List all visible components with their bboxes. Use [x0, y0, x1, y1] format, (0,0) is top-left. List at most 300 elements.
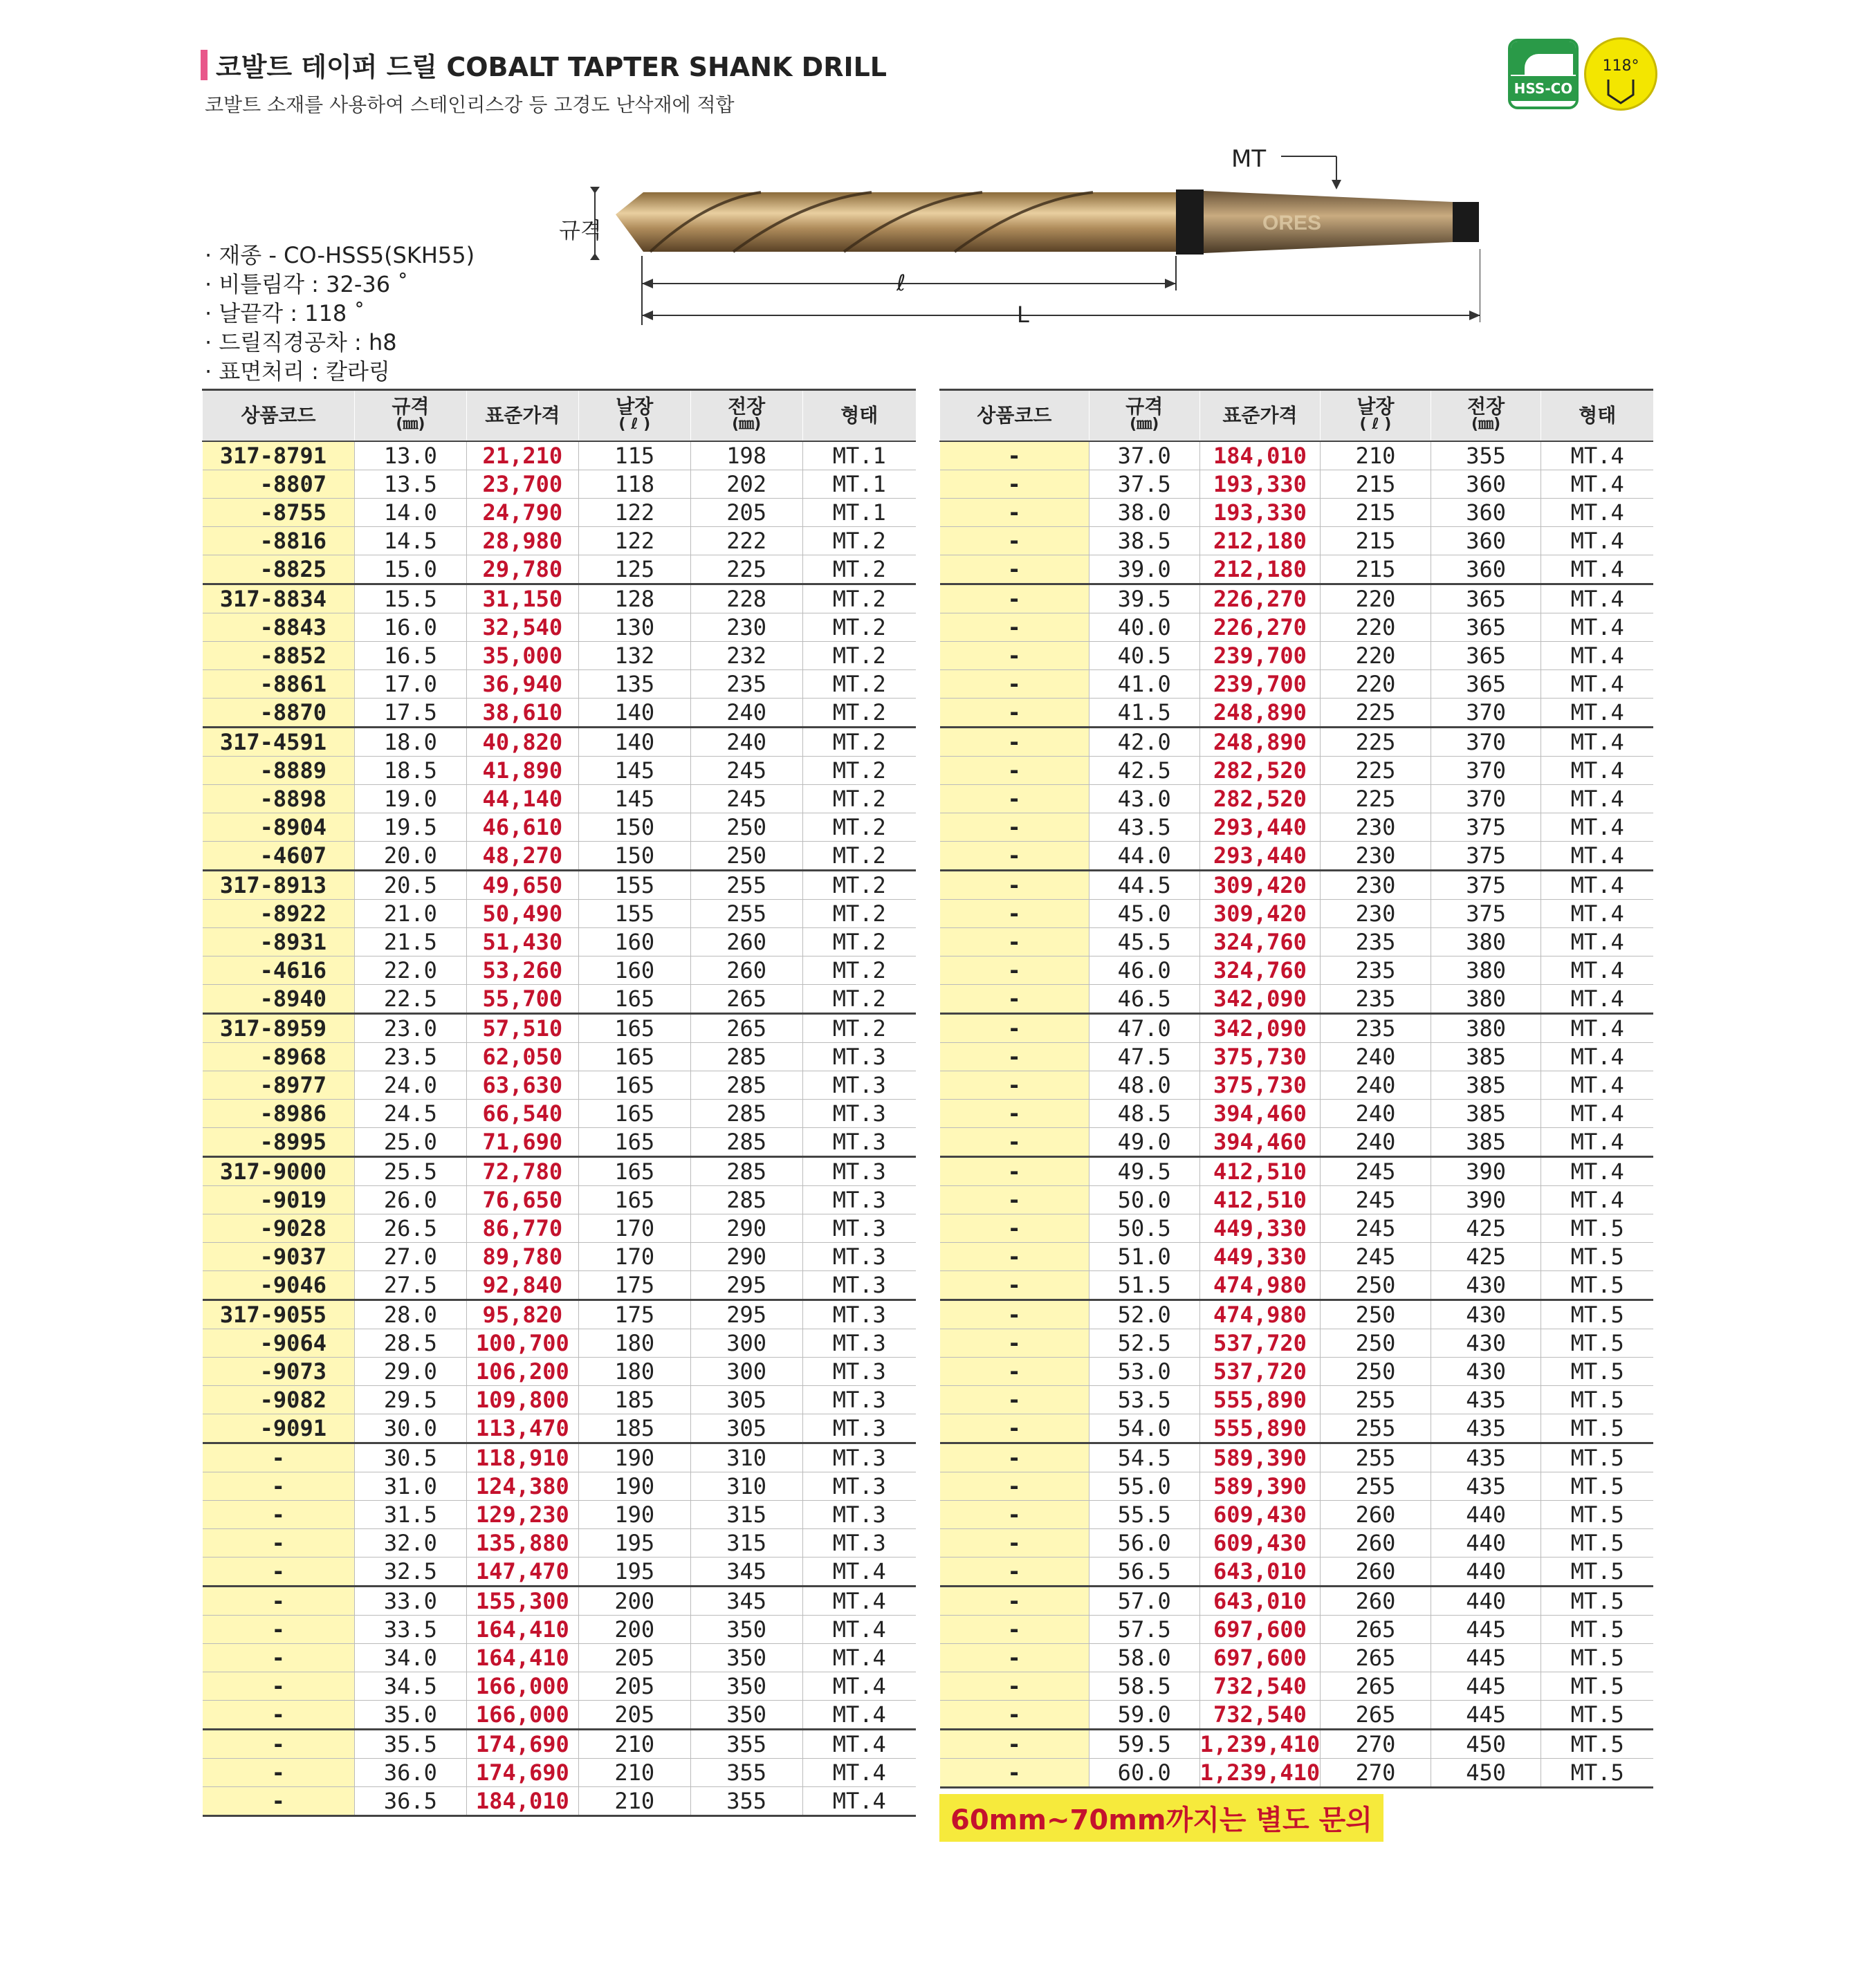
table-row [203, 1644, 917, 1672]
taper-type-cell: MT.3 [802, 1300, 916, 1329]
product-code: - [203, 1730, 355, 1759]
size-cell: 32.0 [354, 1529, 466, 1558]
price-cell: 248,890 [1199, 699, 1320, 728]
size-cell: 28.5 [354, 1329, 466, 1358]
size-cell: 57.5 [1089, 1616, 1199, 1644]
flute-length-cell: 165 [578, 1100, 690, 1128]
flute-length-cell: 145 [578, 757, 690, 785]
table-row [203, 1014, 917, 1043]
total-length-cell: 285 [690, 1043, 802, 1071]
table-row [203, 670, 917, 699]
product-code: - [940, 642, 1089, 670]
product-code: -4607 [203, 842, 355, 871]
flute-length-cell: 260 [1321, 1558, 1431, 1587]
flute-length-cell: 205 [578, 1701, 690, 1730]
total-length-cell: 225 [690, 555, 802, 584]
flute-length-cell: 235 [1321, 985, 1431, 1014]
size-cell: 31.5 [354, 1501, 466, 1529]
price-cell: 282,520 [1199, 785, 1320, 813]
price-cell: 46,610 [466, 813, 578, 842]
flute-length-cell: 240 [1321, 1100, 1431, 1128]
total-length-cell: 350 [690, 1644, 802, 1672]
size-cell: 56.0 [1089, 1529, 1199, 1558]
flute-length-cell: 210 [578, 1787, 690, 1816]
price-cell: 166,000 [466, 1701, 578, 1730]
table-row [203, 1701, 917, 1730]
product-code: - [940, 1358, 1089, 1386]
flute-length-cell: 225 [1321, 757, 1431, 785]
table-row [940, 1759, 1654, 1788]
total-length-cell: 230 [690, 613, 802, 642]
product-code: - [203, 1644, 355, 1672]
price-cell: 92,840 [466, 1271, 578, 1300]
product-code: - [940, 985, 1089, 1014]
product-code: - [203, 1787, 355, 1816]
price-cell: 129,230 [466, 1501, 578, 1529]
size-cell: 36.5 [354, 1787, 466, 1816]
price-cell: 106,200 [466, 1358, 578, 1386]
product-code: - [203, 1472, 355, 1501]
table-row [203, 1043, 917, 1071]
price-cell: 135,880 [466, 1529, 578, 1558]
title-accent-bar [201, 50, 208, 80]
table-row [940, 928, 1654, 956]
price-cell: 109,800 [466, 1386, 578, 1414]
flute-length-cell: 165 [578, 1128, 690, 1157]
size-cell: 21.0 [354, 900, 466, 928]
flute-length-cell: 195 [578, 1529, 690, 1558]
taper-type-cell: MT.4 [1541, 956, 1653, 985]
total-length-cell: 435 [1431, 1443, 1541, 1472]
size-cell: 38.0 [1089, 499, 1199, 527]
size-cell: 29.0 [354, 1358, 466, 1386]
total-length-cell: 360 [1431, 499, 1541, 527]
product-code: -8843 [203, 613, 355, 642]
size-cell: 30.5 [354, 1443, 466, 1472]
size-cell: 45.5 [1089, 928, 1199, 956]
product-code: - [940, 470, 1089, 499]
flute-length-cell: 180 [578, 1358, 690, 1386]
flute-length-cell: 135 [578, 670, 690, 699]
product-code: -8889 [203, 757, 355, 785]
total-length-cell: 250 [690, 813, 802, 842]
price-cell: 609,430 [1199, 1529, 1320, 1558]
flute-length-cell: 250 [1321, 1329, 1431, 1358]
price-cell: 164,410 [466, 1644, 578, 1672]
taper-type-cell: MT.4 [1541, 441, 1653, 470]
total-length-cell: 390 [1431, 1186, 1541, 1214]
taper-type-cell: MT.2 [802, 527, 916, 555]
total-length-cell: 285 [690, 1186, 802, 1214]
taper-type-cell: MT.2 [802, 613, 916, 642]
size-cell: 50.5 [1089, 1214, 1199, 1243]
product-code: -8898 [203, 785, 355, 813]
hss-co-badge-label: HSS-CO [1511, 76, 1576, 101]
table-row [203, 470, 917, 499]
price-cell: 32,540 [466, 613, 578, 642]
total-length-cell: 380 [1431, 956, 1541, 985]
taper-type-cell: MT.5 [1541, 1616, 1653, 1644]
total-length-cell: 355 [1431, 441, 1541, 470]
total-length-cell: 290 [690, 1214, 802, 1243]
table-row [940, 642, 1654, 670]
table-row [940, 1100, 1654, 1128]
brand-watermark: ORES [1262, 212, 1322, 234]
table-row [203, 813, 917, 842]
total-length-cell: 430 [1431, 1329, 1541, 1358]
total-length-cell: 295 [690, 1300, 802, 1329]
table-row [203, 1358, 917, 1386]
flute-length-cell: 115 [578, 441, 690, 470]
taper-type-cell: MT.5 [1541, 1701, 1653, 1730]
price-cell: 697,600 [1199, 1644, 1320, 1672]
total-length-cell: 385 [1431, 1043, 1541, 1071]
total-length-cell: 430 [1431, 1271, 1541, 1300]
table-row [940, 470, 1654, 499]
table-row [203, 1529, 917, 1558]
price-cell: 309,420 [1199, 871, 1320, 900]
price-cell: 193,330 [1199, 470, 1320, 499]
total-length-cell: 380 [1431, 1014, 1541, 1043]
flute-length-cell: 225 [1321, 785, 1431, 813]
mt-label: MT [1231, 145, 1267, 173]
price-cell: 38,610 [466, 699, 578, 728]
taper-type-cell: MT.2 [802, 584, 916, 613]
size-cell: 46.5 [1089, 985, 1199, 1014]
flute-length-cell: 265 [1321, 1644, 1431, 1672]
total-length-cell: 350 [690, 1701, 802, 1730]
table-row [940, 1186, 1654, 1214]
table-row [203, 1414, 917, 1443]
product-code: - [940, 1558, 1089, 1587]
flute-length-cell: 180 [578, 1329, 690, 1358]
product-code: 317-8834 [203, 584, 355, 613]
price-cell: 394,460 [1199, 1100, 1320, 1128]
price-cell: 212,180 [1199, 527, 1320, 555]
flute-length-label: ℓ [896, 270, 906, 296]
size-cell: 49.5 [1089, 1157, 1199, 1186]
taper-type-cell: MT.4 [1541, 1128, 1653, 1157]
taper-type-cell: MT.5 [1541, 1414, 1653, 1443]
total-length-cell: 385 [1431, 1100, 1541, 1128]
flute-length-cell: 205 [578, 1644, 690, 1672]
table-row [203, 1157, 917, 1186]
table-row [940, 1128, 1654, 1157]
flute-length-cell: 195 [578, 1558, 690, 1587]
total-length-cell: 360 [1431, 555, 1541, 584]
flute-length-cell: 155 [578, 900, 690, 928]
price-cell: 248,890 [1199, 728, 1320, 757]
size-cell: 22.5 [354, 985, 466, 1014]
total-length-cell: 360 [1431, 470, 1541, 499]
total-length-cell: 205 [690, 499, 802, 527]
price-cell: 449,330 [1199, 1214, 1320, 1243]
total-length-cell: 370 [1431, 699, 1541, 728]
product-code: - [940, 1157, 1089, 1186]
table-row [203, 1300, 917, 1329]
hss-co-badge [1508, 39, 1579, 109]
total-length-cell: 350 [690, 1616, 802, 1644]
table-row [203, 699, 917, 728]
price-cell: 697,600 [1199, 1616, 1320, 1644]
product-code: -9028 [203, 1214, 355, 1243]
flute-length-cell: 145 [578, 785, 690, 813]
size-cell: 36.0 [354, 1759, 466, 1787]
taper-type-cell: MT.4 [1541, 699, 1653, 728]
table-row [940, 900, 1654, 928]
flute-length-cell: 235 [1321, 1014, 1431, 1043]
total-length-cell: 445 [1431, 1701, 1541, 1730]
flute-length-cell: 125 [578, 555, 690, 584]
table-row [203, 1243, 917, 1271]
size-cell: 41.5 [1089, 699, 1199, 728]
taper-type-cell: MT.5 [1541, 1644, 1653, 1672]
product-code: - [940, 1472, 1089, 1501]
product-code: - [940, 813, 1089, 842]
taper-type-cell: MT.3 [802, 1529, 916, 1558]
total-length-cell: 250 [690, 842, 802, 871]
price-cell: 324,760 [1199, 956, 1320, 985]
table-row [940, 555, 1654, 584]
flute-length-cell: 210 [578, 1759, 690, 1787]
price-cell: 226,270 [1199, 584, 1320, 613]
total-length-cell: 345 [690, 1558, 802, 1587]
taper-type-cell: MT.4 [1541, 728, 1653, 757]
product-code: -8807 [203, 470, 355, 499]
taper-type-cell: MT.5 [1541, 1386, 1653, 1414]
total-length-cell: 260 [690, 928, 802, 956]
price-cell: 51,430 [466, 928, 578, 956]
flute-length-cell: 230 [1321, 900, 1431, 928]
product-code: -8755 [203, 499, 355, 527]
flute-length-cell: 220 [1321, 670, 1431, 699]
total-length-cell: 380 [1431, 928, 1541, 956]
table-row [203, 1759, 917, 1787]
size-cell: 25.5 [354, 1157, 466, 1186]
total-length-cell: 445 [1431, 1672, 1541, 1701]
table-row [940, 1558, 1654, 1587]
price-cell: 184,010 [466, 1787, 578, 1816]
product-code: -8816 [203, 527, 355, 555]
flute-length-cell: 215 [1321, 470, 1431, 499]
taper-type-cell: MT.1 [802, 499, 916, 527]
spec-item: · 표면처리 : 칼라링 [205, 358, 390, 385]
total-length-cell: 375 [1431, 813, 1541, 842]
total-length-cell: 245 [690, 785, 802, 813]
price-cell: 643,010 [1199, 1587, 1320, 1616]
product-code: - [940, 441, 1089, 470]
flute-length-cell: 140 [578, 728, 690, 757]
table-row [203, 555, 917, 584]
product-code: -9064 [203, 1329, 355, 1358]
taper-type-cell: MT.5 [1541, 1443, 1653, 1472]
total-length-cell: 370 [1431, 785, 1541, 813]
price-cell: 1,239,410 [1199, 1730, 1320, 1759]
taper-type-cell: MT.2 [802, 842, 916, 871]
flute-length-cell: 165 [578, 1186, 690, 1214]
taper-type-cell: MT.5 [1541, 1329, 1653, 1358]
product-code: -8825 [203, 555, 355, 584]
size-cell: 55.0 [1089, 1472, 1199, 1501]
taper-type-cell: MT.4 [1541, 1100, 1653, 1128]
taper-type-cell: MT.3 [802, 1501, 916, 1529]
table-row [940, 1243, 1654, 1271]
price-cell: 66,540 [466, 1100, 578, 1128]
flute-length-cell: 165 [578, 1043, 690, 1071]
size-cell: 33.5 [354, 1616, 466, 1644]
table-row [203, 757, 917, 785]
price-cell: 89,780 [466, 1243, 578, 1271]
taper-type-cell: MT.2 [802, 928, 916, 956]
size-cell: 24.0 [354, 1071, 466, 1100]
taper-type-cell: MT.3 [802, 1358, 916, 1386]
size-cell: 44.0 [1089, 842, 1199, 871]
taper-type-cell: MT.3 [802, 1472, 916, 1501]
flute-length-cell: 190 [578, 1443, 690, 1472]
taper-type-cell: MT.5 [1541, 1587, 1653, 1616]
flute-length-cell: 250 [1321, 1358, 1431, 1386]
page-title: 코발트 테이퍼 드릴 COBALT TAPTER SHANK DRILL [216, 52, 888, 82]
taper-type-cell: MT.5 [1541, 1730, 1653, 1759]
flute-length-cell: 122 [578, 499, 690, 527]
total-length-cell: 375 [1431, 871, 1541, 900]
size-cell: 53.0 [1089, 1358, 1199, 1386]
flute-length-cell: 190 [578, 1472, 690, 1501]
table-row [203, 785, 917, 813]
size-cell: 14.5 [354, 527, 466, 555]
total-length-cell: 440 [1431, 1587, 1541, 1616]
total-length-cell: 300 [690, 1329, 802, 1358]
size-cell: 51.5 [1089, 1271, 1199, 1300]
header-flute: 날장 ( ℓ ) [1321, 390, 1431, 442]
table-row [940, 1386, 1654, 1414]
product-code: 317-4591 [203, 728, 355, 757]
taper-type-cell: MT.4 [1541, 900, 1653, 928]
flute-length-cell: 132 [578, 642, 690, 670]
size-cell: 16.5 [354, 642, 466, 670]
table-row [940, 441, 1654, 470]
taper-type-cell: MT.2 [802, 871, 916, 900]
table-row [203, 613, 917, 642]
price-cell: 226,270 [1199, 613, 1320, 642]
size-label: 규격 [559, 217, 602, 243]
flute-length-cell: 210 [578, 1730, 690, 1759]
taper-type-cell: MT.4 [802, 1787, 916, 1816]
price-cell: 36,940 [466, 670, 578, 699]
header-price: 표준가격 [466, 390, 578, 442]
flute-length-cell: 250 [1321, 1300, 1431, 1329]
product-code: - [940, 1014, 1089, 1043]
table-row [940, 527, 1654, 555]
taper-type-cell: MT.4 [1541, 1043, 1653, 1071]
price-cell: 164,410 [466, 1616, 578, 1644]
header-type: 형태 [802, 390, 916, 442]
flute-length-cell: 185 [578, 1386, 690, 1414]
total-length-cell: 265 [690, 1014, 802, 1043]
taper-type-cell: MT.4 [1541, 871, 1653, 900]
product-code: - [940, 1730, 1089, 1759]
size-cell: 17.5 [354, 699, 466, 728]
table-row [203, 1558, 917, 1587]
size-cell: 35.0 [354, 1701, 466, 1730]
price-cell: 609,430 [1199, 1501, 1320, 1529]
table-row [940, 1701, 1654, 1730]
flute-length-cell: 265 [1321, 1616, 1431, 1644]
product-code: - [940, 670, 1089, 699]
price-cell: 212,180 [1199, 555, 1320, 584]
product-code: - [940, 1214, 1089, 1243]
taper-type-cell: MT.4 [1541, 1014, 1653, 1043]
total-length-cell: 370 [1431, 728, 1541, 757]
product-code: - [940, 1300, 1089, 1329]
product-code: - [940, 1759, 1089, 1788]
product-code: 317-8913 [203, 871, 355, 900]
flute-length-cell: 130 [578, 613, 690, 642]
table-row [203, 441, 917, 470]
table-row [940, 871, 1654, 900]
table-row [940, 1358, 1654, 1386]
size-cell: 54.5 [1089, 1443, 1199, 1472]
flute-length-cell: 150 [578, 842, 690, 871]
size-cell: 19.5 [354, 813, 466, 842]
product-code: 317-9055 [203, 1300, 355, 1329]
taper-type-cell: MT.3 [802, 1214, 916, 1243]
size-cell: 59.0 [1089, 1701, 1199, 1730]
price-cell: 474,980 [1199, 1271, 1320, 1300]
size-cell: 44.5 [1089, 871, 1199, 900]
taper-type-cell: MT.2 [802, 985, 916, 1014]
table-row [940, 842, 1654, 871]
table-row [203, 1443, 917, 1472]
taper-type-cell: MT.3 [802, 1128, 916, 1157]
total-length-cell: 385 [1431, 1128, 1541, 1157]
taper-type-cell: MT.2 [802, 555, 916, 584]
size-cell: 43.5 [1089, 813, 1199, 842]
taper-type-cell: MT.3 [802, 1243, 916, 1271]
price-cell: 40,820 [466, 728, 578, 757]
taper-type-cell: MT.4 [802, 1587, 916, 1616]
total-length-cell: 370 [1431, 757, 1541, 785]
size-cell: 24.5 [354, 1100, 466, 1128]
product-code: - [203, 1759, 355, 1787]
price-cell: 23,700 [466, 470, 578, 499]
taper-type-cell: MT.3 [802, 1100, 916, 1128]
total-length-cell: 445 [1431, 1616, 1541, 1644]
product-code: -8922 [203, 900, 355, 928]
product-code: - [940, 1616, 1089, 1644]
product-code: - [940, 1271, 1089, 1300]
taper-type-cell: MT.2 [802, 1014, 916, 1043]
size-cell: 43.0 [1089, 785, 1199, 813]
product-code: 317-8791 [203, 441, 355, 470]
size-cell: 58.5 [1089, 1672, 1199, 1701]
size-cell: 29.5 [354, 1386, 466, 1414]
total-length-cell: 425 [1431, 1214, 1541, 1243]
size-cell: 53.5 [1089, 1386, 1199, 1414]
price-cell: 118,910 [466, 1443, 578, 1472]
total-length-cell: 425 [1431, 1243, 1541, 1271]
table-row [203, 842, 917, 871]
table-row [203, 1186, 917, 1214]
total-length-cell: 440 [1431, 1501, 1541, 1529]
total-length-cell: 365 [1431, 670, 1541, 699]
table-row [940, 985, 1654, 1014]
flute-length-cell: 235 [1321, 928, 1431, 956]
taper-type-cell: MT.5 [1541, 1243, 1653, 1271]
product-code: -9046 [203, 1271, 355, 1300]
product-code: - [940, 1529, 1089, 1558]
product-code: -8861 [203, 670, 355, 699]
